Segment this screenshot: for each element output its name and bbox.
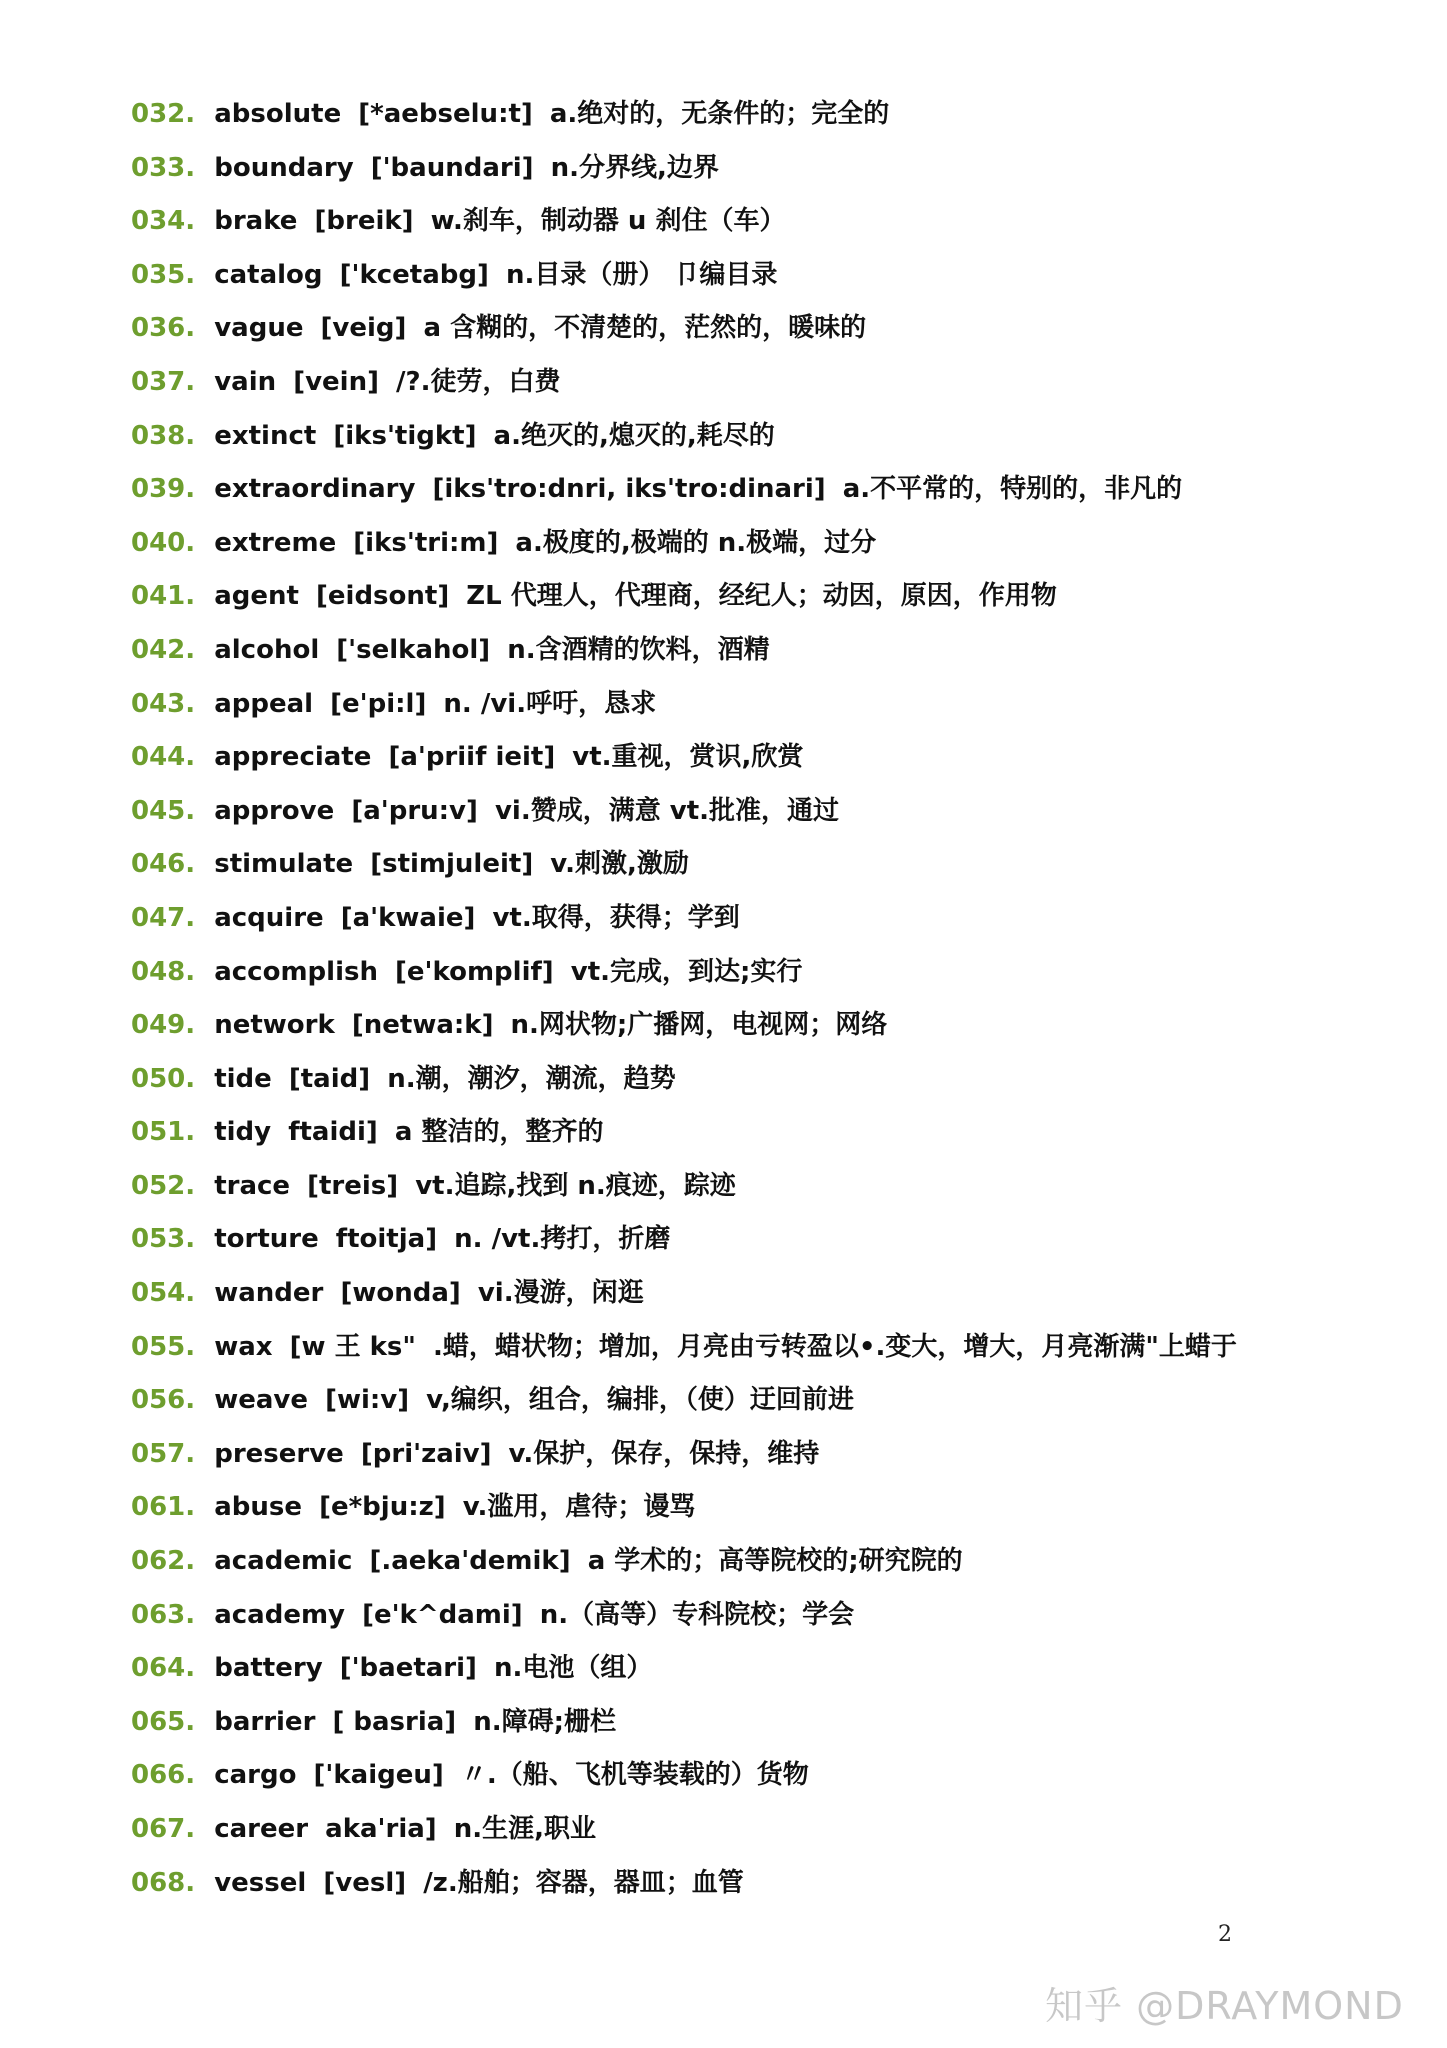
entry-number: 068. [131, 1867, 196, 1898]
entry-phonetic: [a'kwaie] [340, 902, 476, 933]
entry-phonetic: [*aebselu:t] [358, 99, 533, 129]
entry-number: 061. [131, 1492, 196, 1523]
entry-word: weave [214, 1385, 308, 1416]
entry-number: 048. [131, 956, 196, 987]
entry-definition: vi.赞成，满意 vt.批准，通过 [494, 795, 839, 826]
entry-phonetic: [eidsont] [316, 581, 450, 612]
entry-definition: w.刹车，制动器 u 刹住（车） [430, 206, 786, 237]
vocabulary-entry [131, 302, 1371, 356]
entry-definition: ZL 代理人，代理商，经纪人；动因，原因，作用物 [466, 581, 1057, 612]
vocabulary-entry [131, 1749, 1371, 1803]
entry-definition: a 整洁的，整齐的 [394, 1117, 604, 1148]
entry-definition: vt.重视，赏识,欣赏 [572, 742, 804, 773]
entry-definition: vt.取得，获得；学到 [492, 902, 740, 933]
vocabulary-entry [131, 731, 1371, 785]
vocabulary-entry [131, 838, 1371, 892]
entry-definition: n.电池（组） [494, 1653, 653, 1684]
entry-number: 038. [131, 420, 196, 451]
entry-number: 057. [131, 1438, 196, 1469]
entry-definition: v,编织，组合，编排，（使）迂回前进 [426, 1385, 854, 1416]
entry-phonetic: [a'priif ieit] [388, 742, 556, 773]
entry-definition: vt.完成，到达;实行 [570, 956, 803, 987]
vocabulary-entry [131, 1374, 1371, 1428]
vocabulary-entry [131, 1106, 1371, 1160]
entry-word: catalog [214, 259, 323, 290]
vocabulary-entry [131, 1589, 1371, 1643]
entry-number: 064. [131, 1653, 196, 1684]
entry-number: 067. [131, 1814, 196, 1844]
entry-word: torture [214, 1224, 319, 1255]
entry-word: wax [214, 1331, 273, 1362]
entry-definition: n.障碍;栅栏 [473, 1706, 617, 1737]
entry-word: barrier [214, 1706, 316, 1737]
entry-definition: n.目录（册） 卩编目录 [505, 259, 778, 290]
vocabulary-entry [131, 1160, 1371, 1214]
vocabulary-entry [131, 410, 1371, 464]
entry-definition: v.刺激,激励 [550, 849, 689, 880]
entry-word: acquire [214, 902, 324, 933]
entry-number: 053. [131, 1224, 196, 1255]
vocabulary-entry [131, 1803, 1371, 1857]
entry-definition: v.保护，保存，保持，维持 [508, 1438, 820, 1469]
vocabulary-entry [131, 142, 1371, 196]
entry-definition: /z.船舶；容器，器皿；血管 [423, 1867, 744, 1898]
entry-word: tidy [214, 1117, 272, 1148]
entry-word: approve [214, 795, 335, 826]
entry-word: preserve [214, 1438, 344, 1469]
entry-phonetic: ['baetari] [339, 1653, 477, 1684]
entry-definition: n.含酒精的饮料，酒精 [507, 634, 770, 665]
vocabulary-entry [131, 999, 1371, 1053]
vocabulary-entry [131, 1213, 1371, 1267]
page-number: 2 [1218, 1922, 1232, 1947]
entry-number: 045. [131, 795, 196, 826]
entry-phonetic: [wi:v] [325, 1385, 410, 1416]
entry-definition: n. /vi.呼吁，恳求 [443, 688, 657, 719]
entry-word: accomplish [214, 956, 378, 987]
entry-definition: a.绝对的，无条件的；完全的 [549, 99, 890, 129]
entry-number: 051. [131, 1117, 196, 1148]
entry-definition: n.分界线,边界 [550, 152, 719, 183]
entry-number: 035. [131, 259, 196, 290]
vocabulary-entry [131, 1857, 1371, 1911]
entry-phonetic: ['selkahol] [336, 634, 491, 665]
entry-definition: a.不平常的，特别的，非凡的 [842, 474, 1183, 505]
entry-phonetic: ['baundari] [370, 152, 534, 183]
entry-definition: vt.追踪,找到 n.痕迹，踪迹 [415, 1170, 736, 1201]
entry-word: tide [214, 1063, 272, 1094]
vocabulary-entry [131, 249, 1371, 303]
entry-phonetic: [w 王 ks" [289, 1331, 416, 1362]
entry-word: brake [214, 206, 298, 237]
vocabulary-entry [131, 1267, 1371, 1321]
entry-definition: a.极度的,极端的 n.极端，过分 [515, 527, 877, 558]
entry-number: 032. [131, 99, 196, 129]
vocabulary-entry [131, 570, 1371, 624]
entry-word: career [214, 1814, 309, 1844]
vocabulary-entry [131, 1428, 1371, 1482]
entry-word: extraordinary [214, 474, 416, 505]
entry-number: 034. [131, 206, 196, 237]
entry-word: stimulate [214, 849, 354, 880]
entry-definition: /?.徒劳，白费 [396, 366, 561, 397]
entry-word: vague [214, 313, 304, 344]
entry-definition: a.绝灭的,熄灭的,耗尽的 [493, 420, 775, 451]
entry-number: 036. [131, 313, 196, 344]
entry-definition: a 含糊的，不清楚的，茫然的，暖味的 [423, 313, 867, 344]
entry-number: 033. [131, 152, 196, 183]
entry-number: 065. [131, 1706, 196, 1737]
entry-phonetic: [.aeka'demik] [369, 1546, 571, 1577]
entry-word: agent [214, 581, 299, 612]
entry-word: absolute [214, 99, 342, 129]
vocabulary-entry [131, 517, 1371, 571]
entry-word: academic [214, 1546, 353, 1577]
entry-definition: 〃.（船、飞机等装载的）货物 [460, 1760, 809, 1791]
entry-phonetic: [a'pru:v] [351, 795, 478, 826]
entry-number: 043. [131, 688, 196, 719]
entry-phonetic: [breik] [314, 206, 414, 237]
entry-phonetic: ['kaigeu] [313, 1760, 444, 1791]
entry-definition: .蜡，蜡状物；增加，月亮由亏转盈以•.变大，增大，月亮渐满"上蜡于 [433, 1331, 1237, 1362]
watermark: 知乎 @DRAYMOND [1045, 1984, 1404, 2028]
entry-definition: n.潮，潮汐，潮流，趋势 [387, 1063, 676, 1094]
entry-number: 044. [131, 742, 196, 773]
entry-phonetic: [veig] [320, 313, 407, 344]
entry-phonetic: [pri'zaiv] [360, 1438, 492, 1469]
entry-word: network [214, 1010, 335, 1041]
entry-phonetic: [vesl] [323, 1867, 407, 1898]
entry-phonetic: [iks'tro:dnri, iks'tro:dinari] [432, 474, 826, 505]
entry-word: vessel [214, 1867, 307, 1898]
entry-word: battery [214, 1653, 323, 1684]
entry-definition: v.滥用，虐待；谩骂 [462, 1492, 696, 1523]
entry-word: academy [214, 1599, 346, 1630]
entry-word: vain [214, 366, 277, 397]
entry-phonetic: aka'ria] [325, 1814, 437, 1844]
vocabulary-entry [131, 463, 1371, 517]
entry-number: 055. [131, 1331, 196, 1362]
entry-phonetic: [iks'tigkt] [333, 420, 477, 451]
entry-definition: vi.漫游，闲逛 [477, 1278, 644, 1309]
entry-word: wander [214, 1278, 324, 1309]
entry-definition: n.生涯,职业 [453, 1814, 596, 1844]
entry-word: abuse [214, 1492, 302, 1523]
entry-number: 054. [131, 1278, 196, 1309]
entry-definition: n.（高等）专科院校；学会 [539, 1599, 855, 1630]
entry-number: 066. [131, 1760, 196, 1791]
entry-number: 042. [131, 634, 196, 665]
vocabulary-entry [131, 88, 1371, 142]
entry-phonetic: ['kcetabg] [339, 259, 489, 290]
entry-phonetic: ftaidi] [288, 1117, 378, 1148]
entry-word: boundary [214, 152, 354, 183]
entry-phonetic: [e*bju:z] [319, 1492, 446, 1523]
entry-number: 046. [131, 849, 196, 880]
entry-number: 056. [131, 1385, 196, 1416]
entry-word: appeal [214, 688, 314, 719]
vocabulary-entry [131, 785, 1371, 839]
entry-phonetic: [e'komplif] [395, 956, 554, 987]
entry-definition: n.网状物;广播网，电视网；网络 [510, 1010, 888, 1041]
entry-word: alcohol [214, 634, 320, 665]
entry-phonetic: ftoitja] [335, 1224, 438, 1255]
entry-word: cargo [214, 1760, 297, 1791]
entry-phonetic: [taid] [288, 1063, 371, 1094]
entry-word: appreciate [214, 742, 372, 773]
vocabulary-entry [131, 356, 1371, 410]
entry-number: 041. [131, 581, 196, 612]
entry-definition: n. /vt.拷打，折磨 [454, 1224, 671, 1255]
vocabulary-entry [131, 892, 1371, 946]
entry-phonetic: [e'k^dami] [362, 1599, 523, 1630]
entry-number: 052. [131, 1170, 196, 1201]
entry-word: trace [214, 1170, 291, 1201]
entry-phonetic: [treis] [307, 1170, 399, 1201]
entry-phonetic: [ basria] [332, 1706, 457, 1737]
vocabulary-entry [131, 1696, 1371, 1750]
entry-phonetic: [netwa:k] [351, 1010, 494, 1041]
entry-definition: a 学术的；高等院校的;研究院的 [587, 1546, 963, 1577]
entry-number: 062. [131, 1546, 196, 1577]
entry-phonetic: [stimjuleit] [370, 849, 534, 880]
entry-number: 039. [131, 474, 196, 505]
vocabulary-entry [131, 1053, 1371, 1107]
entry-word: extreme [214, 527, 337, 558]
entry-phonetic: [e'pi:l] [330, 688, 427, 719]
entry-number: 049. [131, 1010, 196, 1041]
entry-number: 050. [131, 1063, 196, 1094]
vocabulary-entry [131, 1321, 1371, 1375]
vocabulary-entry [131, 624, 1371, 678]
vocabulary-list [131, 88, 1371, 1910]
entry-phonetic: [wonda] [340, 1278, 461, 1309]
vocabulary-entry [131, 1642, 1371, 1696]
entry-number: 040. [131, 527, 196, 558]
entry-word: extinct [214, 420, 317, 451]
entry-phonetic: [iks'tri:m] [353, 527, 499, 558]
entry-number: 063. [131, 1599, 196, 1630]
vocabulary-entry [131, 1481, 1371, 1535]
entry-number: 037. [131, 366, 196, 397]
vocabulary-entry [131, 678, 1371, 732]
vocabulary-entry [131, 195, 1371, 249]
vocabulary-entry [131, 946, 1371, 1000]
vocabulary-entry [131, 1535, 1371, 1589]
entry-number: 047. [131, 902, 196, 933]
entry-phonetic: [vein] [293, 366, 379, 397]
